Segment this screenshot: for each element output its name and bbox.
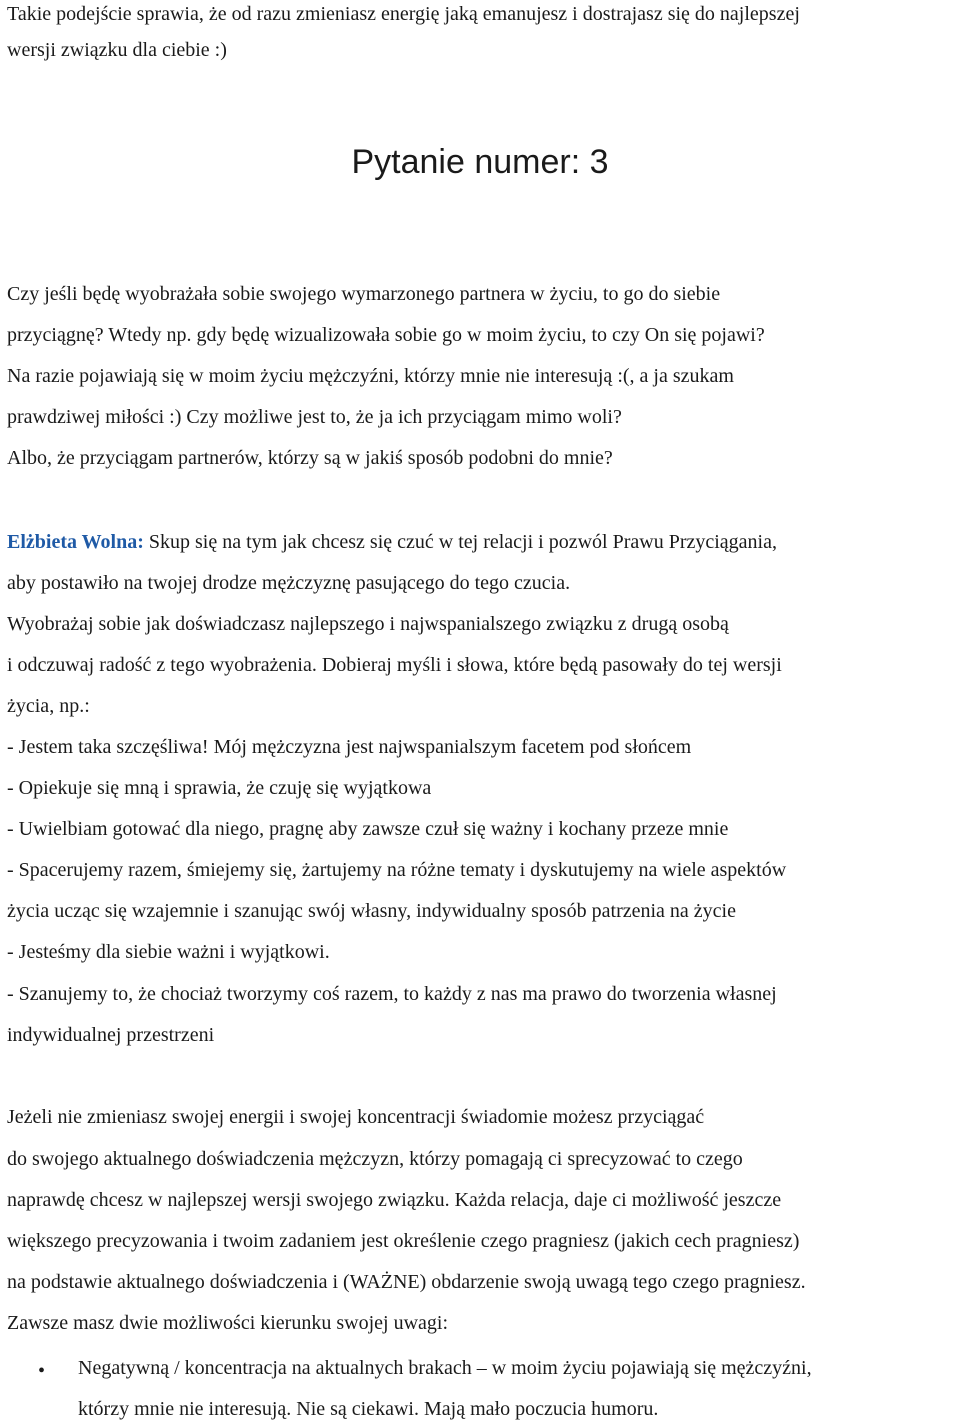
question-heading: Pytanie numer: 3	[351, 143, 609, 181]
closing-line-2: do swojego aktualnego doświadczenia mężczyzn, którzy pomagają ci sprecyzować to czego	[7, 1148, 743, 1170]
question-line-5: Albo, że przyciągam partnerów, którzy są w jakiś sposób podobni do mnie?	[7, 447, 613, 469]
answer-line-4: i odczuwaj radość z tego wyobrażenia. Dobieraj myśli i słowa, które będą pasowały do tej wersji	[7, 654, 782, 676]
bullet-item-line-1: Negatywną / koncentracja na aktualnych brakach – w moim życiu pojawiają się mężczyźni,	[78, 1357, 812, 1379]
closing-line-3: naprawdę chcesz w najlepszej wersji swojego związku. Każda relacja, daje ci możliwość jeszcze	[7, 1189, 782, 1211]
bullet-item-line-2: którzy mnie nie interesują. Nie są ciekawi. Mają mało poczucia humoru.	[78, 1398, 659, 1420]
answer-line-13: indywidualnej przestrzeni	[7, 1024, 215, 1046]
answer-speaker: Elżbieta Wolna:	[7, 531, 144, 553]
question-line-1: Czy jeśli będę wyobrażała sobie swojego wymarzonego partnera w życiu, to go do siebie	[7, 283, 721, 305]
answer-line-5: życia, np.:	[7, 695, 90, 717]
answer-line-7: - Opiekuje się mną i sprawia, że czuję się wyjątkowa	[7, 777, 432, 799]
answer-line-10: życia ucząc się wzajemnie i szanując swój własny, indywidualny sposób patrzenia na życie	[7, 900, 736, 922]
question-line-4: prawdziwej miłości :) Czy możliwe jest to, że ja ich przyciągam mimo woli?	[7, 406, 622, 428]
answer-first-line-text: Skup się na tym jak chcesz się czuć w tej relacji i pozwól Prawu Przyciągania,	[143, 531, 777, 553]
closing-line-6: Zawsze masz dwie możliwości kierunku swojej uwagi:	[7, 1312, 448, 1334]
question-line-3: Na razie pojawiają się w moim życiu mężczyźni, którzy mnie nie interesują :(, a ja szukam	[7, 365, 734, 387]
answer-line-12: - Szanujemy to, że chociaż tworzymy coś razem, to każdy z nas ma prawo do tworzenia własnej	[7, 983, 777, 1005]
answer-line-6: - Jestem taka szczęśliwa! Mój mężczyzna jest najwspanialszym facetem pod słońcem	[7, 736, 692, 758]
answer-line-11: - Jesteśmy dla siebie ważni i wyjątkowi.	[7, 941, 330, 963]
answer-line-2: aby postawiło na twojej drodze mężczyznę pasującego do tego czucia.	[7, 572, 571, 594]
answer-line-3: Wyobrażaj sobie jak doświadczasz najlepszego i najwspanialszego związku z drugą osobą	[7, 613, 729, 635]
answer-line-9: - Spacerujemy razem, śmiejemy się, żartujemy na różne tematy i dyskutujemy na wiele aspektów	[7, 859, 787, 881]
closing-line-4: większego precyzowania i twoim zadaniem jest określenie czego pragniesz (jakich cech pragniesz)	[7, 1230, 800, 1252]
intro-line-1: Takie podejście sprawia, że od razu zmieniasz energię jaką emanujesz i dostrajasz się do najlepszej	[7, 3, 800, 25]
bullet-marker: •	[38, 1360, 46, 1382]
answer-line-8: - Uwielbiam gotować dla niego, pragnę aby zawsze czuł się ważny i kochany przeze mnie	[7, 818, 729, 840]
intro-line-2: wersji związku dla ciebie :)	[7, 39, 227, 61]
answer-first-line	[7, 528, 777, 556]
closing-line-5: na podstawie aktualnego doświadczenia i (WAŻNE) obdarzenie swoją uwagą tego czego pragniesz.	[7, 1271, 806, 1293]
question-line-2: przyciągnę? Wtedy np. gdy będę wizualizowała sobie go w moim życiu, to czy On się pojawi?	[7, 324, 765, 346]
closing-line-1: Jeżeli nie zmieniasz swojej energii i swojej koncentracji świadomie możesz przyciągać	[7, 1106, 705, 1128]
